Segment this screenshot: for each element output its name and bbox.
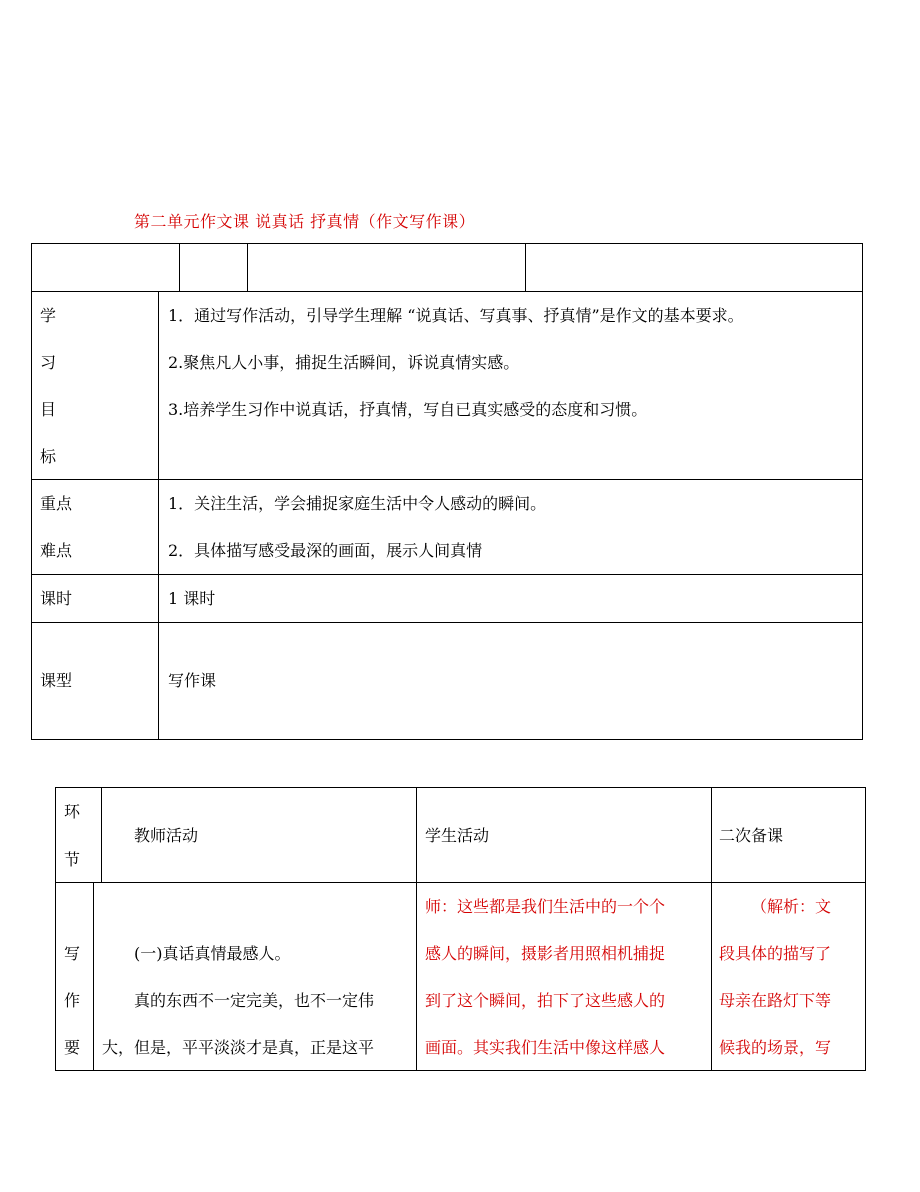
key-points-label: 重点 <box>40 494 73 513</box>
key-point-item: 1．关注生活，学会捕捉家庭生活中令人感动的瞬间。 <box>168 494 547 513</box>
objective-item: 3.培养学生习作中说真话，抒真情，写自已真实感受的态度和习惯。 <box>168 400 648 419</box>
objectives-label-char: 学 <box>40 306 57 325</box>
student-line: 画面。其实我们生活中像这样感人 <box>425 1038 666 1057</box>
objectives-label-char: 习 <box>40 353 57 372</box>
notes-line: 候我的场景，写 <box>719 1038 832 1057</box>
second-prep-header: 二次备课 <box>719 826 784 845</box>
stage-label-char: 要 <box>64 1038 81 1057</box>
difficulty-label: 难点 <box>40 541 73 560</box>
hours-value: 1 课时 <box>168 589 216 608</box>
notes-line: 母亲在路灯下等 <box>719 991 832 1010</box>
teacher-activity-header: 教师活动 <box>134 826 199 845</box>
hours-label: 课时 <box>40 589 73 608</box>
objectives-label-char: 目 <box>40 400 57 419</box>
student-line: 感人的瞬间，摄影者用照相机捕捉 <box>425 944 666 963</box>
notes-line: 段具体的描写了 <box>719 944 832 963</box>
document-title: 第二单元作文课 说真话 抒真情（作文写作课） <box>134 212 476 231</box>
stage-header-char: 节 <box>64 850 81 869</box>
stage-label-char: 写 <box>64 944 81 963</box>
objectives-label-char: 标 <box>40 447 57 466</box>
student-line: 师：这些都是我们生活中的一个个 <box>425 897 666 916</box>
key-point-item: 2．具体描写感受最深的画面，展示人间真情 <box>168 541 483 560</box>
lesson-type-label: 课型 <box>40 671 73 690</box>
lesson-type-value: 写作课 <box>168 671 217 690</box>
student-activity-header: 学生活动 <box>425 826 490 845</box>
stage-label-char: 作 <box>64 991 81 1010</box>
stage-header-char: 环 <box>64 802 81 821</box>
notes-line: （解析：文 <box>751 897 832 916</box>
objective-item: 2.聚焦凡人小事，捕捉生活瞬间，诉说真情实感。 <box>168 353 520 372</box>
teacher-line: 大，但是，平平淡淡才是真，正是这平 <box>102 1038 375 1057</box>
student-line: 到了这个瞬间，拍下了这些感人的 <box>425 991 666 1010</box>
objective-item: 1．通过写作活动，引导学生理解 “说真话、写真事、抒真情”是作文的基本要求。 <box>168 306 744 325</box>
teacher-line: (一)真话真情最感人。 <box>134 944 291 963</box>
teacher-line: 真的东西不一定完美，也不一定伟 <box>134 991 375 1010</box>
